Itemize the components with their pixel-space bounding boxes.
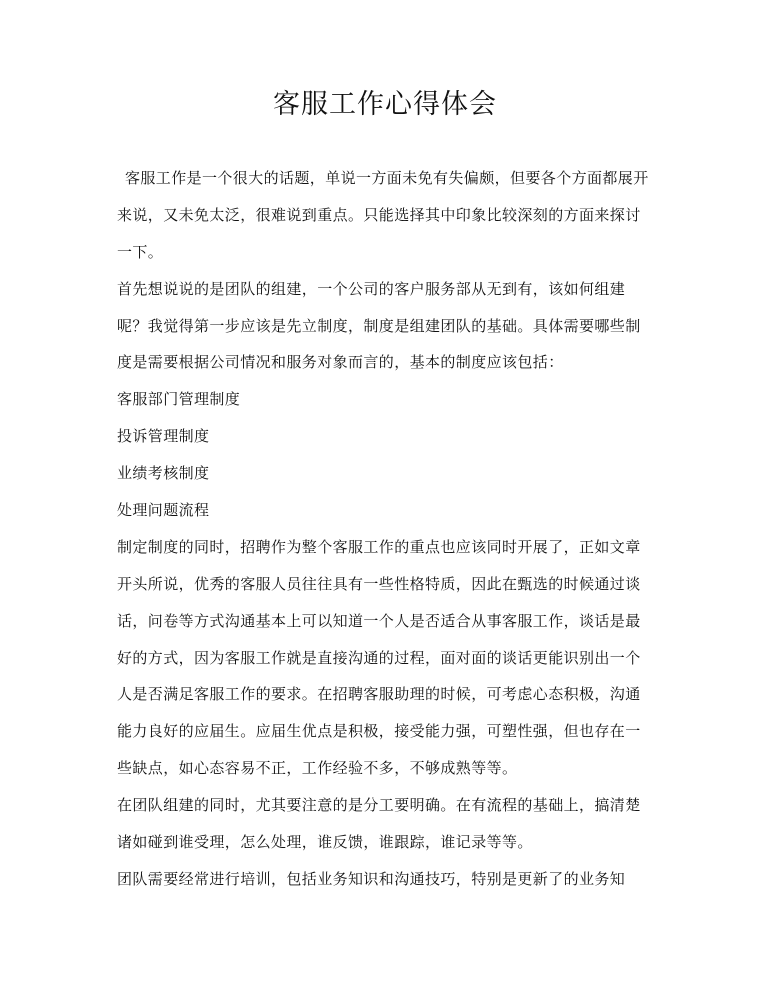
list-item: 处理问题流程 (117, 501, 210, 520)
text-line: 一下。 (117, 242, 164, 261)
text-line: 客服工作是一个很大的话题，单说一方面未免有失偏颇，但要各个方面都展开 (125, 169, 649, 187)
document-body (117, 160, 657, 898)
text-line: 团队需要经常进行培训，包括业务知识和沟通技巧，特别是更新了的业务知 (117, 869, 626, 888)
text-line: 开头所说，优秀的客服人员往往具有一些性格特质，因此在甄选的时候通过谈 (117, 574, 641, 593)
document-title: 客服工作心得体会 (273, 89, 497, 120)
text-line: 呢？我觉得第一步应该是先立制度，制度是组建团队的基础。具体需要哪些制 (117, 316, 641, 335)
list-item: 业绩考核制度 (117, 464, 210, 483)
text-line: 些缺点，如心态容易不正，工作经验不多，不够成熟等等。 (117, 759, 518, 778)
list-item: 客服部门管理制度 (117, 390, 241, 409)
text-line: 人是否满足客服工作的要求。在招聘客服助理的时候，可考虑心态积极，沟通 (117, 685, 641, 704)
list-item: 投诉管理制度 (117, 427, 210, 446)
text-line: 制定制度的同时，招聘作为整个客服工作的重点也应该同时开展了，正如文章 (117, 537, 641, 556)
text-line: 在团队组建的同时，尤其要注意的是分工要明确。在有流程的基础上，搞清楚 (117, 796, 641, 815)
text-line: 首先想说说的是团队的组建，一个公司的客户服务部从无到有，该如何组建 (117, 279, 626, 298)
text-line: 好的方式，因为客服工作就是直接沟通的过程，面对面的谈话更能识别出一个 (117, 648, 641, 667)
text-line: 度是需要根据公司情况和服务对象而言的，基本的制度应该包括： (117, 353, 564, 372)
text-line: 能力良好的应届生。应届生优点是积极，接受能力强，可塑性强，但也存在一 (117, 722, 641, 741)
text-line: 话，问卷等方式沟通基本上可以知道一个人是否适合从事客服工作，谈话是最 (117, 611, 641, 630)
text-line: 诸如碰到谁受理，怎么处理，谁反馈，谁跟踪，谁记录等等。 (117, 833, 533, 852)
text-line: 来说，又未免太泛，很难说到重点。只能选择其中印象比较深刻的方面来探讨 (117, 205, 641, 224)
